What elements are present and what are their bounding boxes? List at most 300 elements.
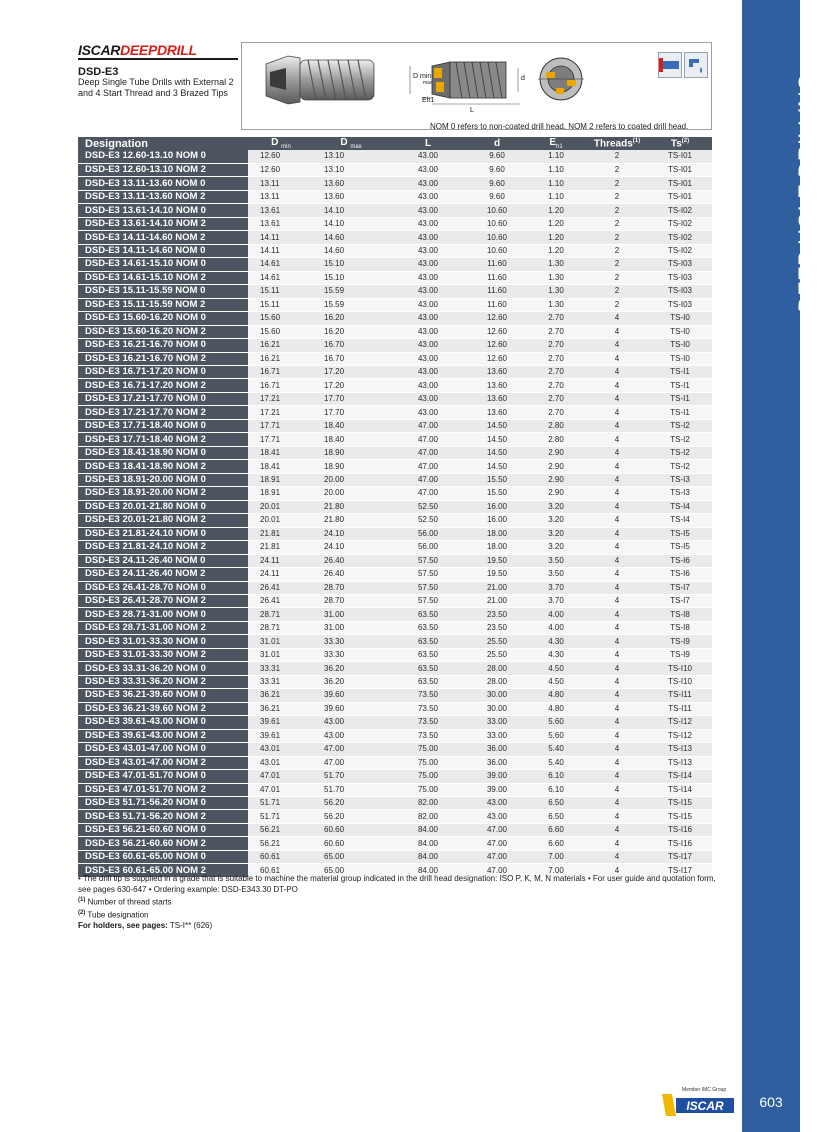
threads-cell: 2 <box>586 258 648 271</box>
threads-cell: 2 <box>586 163 648 176</box>
table-row <box>78 770 712 783</box>
threads-cell: 4 <box>586 743 648 756</box>
eh1-cell: 2.90 <box>526 473 586 486</box>
d-cell: 30.00 <box>468 689 526 702</box>
footnote-1: $^{(1)}$ Number of thread starts <box>78 897 172 907</box>
dmax-cell: 13.10 <box>314 163 388 176</box>
designation-cell: DSD-E3 60.61-65.00 NOM 0 <box>78 850 248 863</box>
ts-cell: TS-I01 <box>648 190 712 203</box>
l-cell: 56.00 <box>388 527 468 540</box>
eh1-cell: 2.70 <box>526 312 586 325</box>
d-cell: 18.00 <box>468 541 526 554</box>
eh1-cell: 6.10 <box>526 770 586 783</box>
designation-cell: DSD-E3 18.41-18.90 NOM 2 <box>78 460 248 473</box>
col-header-l: L <box>388 137 468 150</box>
dmin-cell: 33.31 <box>248 662 314 675</box>
threads-cell: 4 <box>586 325 648 338</box>
d-cell: 43.00 <box>468 797 526 810</box>
d-cell: 16.00 <box>468 500 526 513</box>
d-cell: 14.50 <box>468 446 526 459</box>
eh1-cell: 3.50 <box>526 554 586 567</box>
ts-cell: TS-I02 <box>648 204 712 217</box>
threads-cell: 4 <box>586 392 648 405</box>
d-cell: 18.00 <box>468 527 526 540</box>
table-row <box>78 487 712 500</box>
l-cell: 73.50 <box>388 716 468 729</box>
dmax-cell: 18.90 <box>314 460 388 473</box>
threads-cell: 2 <box>586 217 648 230</box>
table-row <box>78 339 712 352</box>
eh1-cell: 2.90 <box>526 446 586 459</box>
d-cell: 30.00 <box>468 702 526 715</box>
dmin-cell: 24.11 <box>248 568 314 581</box>
eh1-cell: 1.20 <box>526 217 586 230</box>
l-cell: 75.00 <box>388 783 468 796</box>
dmin-cell: 12.60 <box>248 150 314 163</box>
iscar-logo <box>662 1094 736 1116</box>
dmax-cell: 43.00 <box>314 716 388 729</box>
table-row <box>78 541 712 554</box>
threads-cell: 4 <box>586 783 648 796</box>
designation-cell: DSD-E3 28.71-31.00 NOM 0 <box>78 608 248 621</box>
ts-cell: TS-I0 <box>648 325 712 338</box>
d-cell: 12.60 <box>468 352 526 365</box>
table-row <box>78 675 712 688</box>
table-row <box>78 177 712 190</box>
eh1-cell: 4.00 <box>526 621 586 634</box>
l-cell: 43.00 <box>388 285 468 298</box>
eh1-cell: 4.30 <box>526 635 586 648</box>
l-cell: 75.00 <box>388 756 468 769</box>
dmin-cell: 14.11 <box>248 244 314 257</box>
eh1-cell: 1.10 <box>526 190 586 203</box>
l-cell: 52.50 <box>388 514 468 527</box>
l-cell: 47.00 <box>388 473 468 486</box>
l-cell: 73.50 <box>388 702 468 715</box>
dmin-cell: 17.21 <box>248 392 314 405</box>
dmax-cell: 13.60 <box>314 190 388 203</box>
threads-cell: 4 <box>586 864 648 877</box>
d-cell: 12.60 <box>468 312 526 325</box>
designation-cell: DSD-E3 18.41-18.90 NOM 0 <box>78 446 248 459</box>
designation-cell: DSD-E3 60.61-65.00 NOM 2 <box>78 864 248 877</box>
dmin-cell: 56.21 <box>248 823 314 836</box>
designation-cell: DSD-E3 14.11-14.60 NOM 0 <box>78 244 248 257</box>
dmax-cell: 51.70 <box>314 783 388 796</box>
dmin-cell: 12.60 <box>248 163 314 176</box>
d-cell: 13.60 <box>468 379 526 392</box>
coolant-icon <box>684 52 708 78</box>
l-cell: 73.50 <box>388 689 468 702</box>
ts-cell: TS-I01 <box>648 163 712 176</box>
d-cell: 11.60 <box>468 285 526 298</box>
ts-cell: TS-I8 <box>648 608 712 621</box>
dim-label-dmin: D min <box>413 73 432 80</box>
ts-cell: TS-I5 <box>648 527 712 540</box>
d-cell: 25.50 <box>468 648 526 661</box>
threads-cell: 4 <box>586 339 648 352</box>
threads-cell: 4 <box>586 837 648 850</box>
table-row <box>78 689 712 702</box>
ts-cell: TS-I1 <box>648 406 712 419</box>
eh1-cell: 1.30 <box>526 258 586 271</box>
dmin-cell: 36.21 <box>248 702 314 715</box>
l-cell: 57.50 <box>388 594 468 607</box>
dmax-cell: 18.90 <box>314 446 388 459</box>
eh1-cell: 6.50 <box>526 810 586 823</box>
table-row <box>78 756 712 769</box>
eh1-cell: 3.70 <box>526 581 586 594</box>
d-cell: 10.60 <box>468 217 526 230</box>
dmax-cell: 28.70 <box>314 594 388 607</box>
d-cell: 11.60 <box>468 271 526 284</box>
designation-cell: DSD-E3 15.11-15.59 NOM 0 <box>78 285 248 298</box>
d-cell: 9.60 <box>468 190 526 203</box>
dmax-cell: 15.10 <box>314 271 388 284</box>
dmax-cell: 21.80 <box>314 500 388 513</box>
l-cell: 73.50 <box>388 729 468 742</box>
eh1-cell: 1.20 <box>526 231 586 244</box>
table-row <box>78 406 712 419</box>
eh1-cell: 6.60 <box>526 823 586 836</box>
table-row <box>78 419 712 432</box>
table-row <box>78 635 712 648</box>
designation-cell: DSD-E3 17.21-17.70 NOM 0 <box>78 392 248 405</box>
eh1-cell: 2.70 <box>526 352 586 365</box>
ts-cell: TS-I0 <box>648 352 712 365</box>
dmin-cell: 20.01 <box>248 514 314 527</box>
l-cell: 75.00 <box>388 743 468 756</box>
l-cell: 43.00 <box>388 339 468 352</box>
threads-cell: 4 <box>586 770 648 783</box>
designation-cell: DSD-E3 16.21-16.70 NOM 0 <box>78 339 248 352</box>
table-row <box>78 366 712 379</box>
d-cell: 12.60 <box>468 325 526 338</box>
table-row <box>78 662 712 675</box>
col-header-designation: Designation <box>78 137 248 150</box>
table-row <box>78 837 712 850</box>
dmax-cell: 14.60 <box>314 231 388 244</box>
col-header-eh1: $E_{h1}$ <box>526 137 586 150</box>
table-row <box>78 460 712 473</box>
ts-cell: TS-I11 <box>648 689 712 702</box>
dmax-cell: 36.20 <box>314 662 388 675</box>
threads-cell: 4 <box>586 568 648 581</box>
dmin-cell: 21.81 <box>248 527 314 540</box>
ts-cell: TS-I7 <box>648 581 712 594</box>
designation-cell: DSD-E3 47.01-51.70 NOM 2 <box>78 783 248 796</box>
designation-cell: DSD-E3 18.91-20.00 NOM 0 <box>78 473 248 486</box>
dmax-cell: 16.70 <box>314 352 388 365</box>
threads-cell: 2 <box>586 285 648 298</box>
dmin-cell: 17.71 <box>248 419 314 432</box>
ts-cell: TS-I4 <box>648 500 712 513</box>
sidebar <box>742 0 819 1132</box>
ts-cell: TS-I1 <box>648 379 712 392</box>
dmax-cell: 47.00 <box>314 743 388 756</box>
table-row <box>78 648 712 661</box>
table-row <box>78 810 712 823</box>
dmax-cell: 14.10 <box>314 217 388 230</box>
d-cell: 28.00 <box>468 675 526 688</box>
eh1-cell: 2.70 <box>526 325 586 338</box>
dmax-cell: 15.59 <box>314 298 388 311</box>
dmax-cell: 47.00 <box>314 756 388 769</box>
table-row <box>78 716 712 729</box>
table-row <box>78 352 712 365</box>
dim-label-d: d <box>521 75 525 82</box>
threads-cell: 4 <box>586 554 648 567</box>
l-cell: 63.50 <box>388 608 468 621</box>
eh1-cell: 5.60 <box>526 716 586 729</box>
dmax-cell: 39.60 <box>314 689 388 702</box>
dmin-cell: 18.91 <box>248 487 314 500</box>
ts-cell: TS-I03 <box>648 258 712 271</box>
dmin-cell: 60.61 <box>248 850 314 863</box>
dmin-cell: 13.61 <box>248 217 314 230</box>
footnotes <box>78 874 718 932</box>
dmin-cell: 18.41 <box>248 460 314 473</box>
threads-cell: 4 <box>586 446 648 459</box>
dmin-cell: 51.71 <box>248 797 314 810</box>
d-cell: 9.60 <box>468 177 526 190</box>
table-row <box>78 527 712 540</box>
table-row <box>78 581 712 594</box>
col-header-d: d <box>468 137 526 150</box>
ts-cell: TS-I14 <box>648 783 712 796</box>
l-cell: 43.00 <box>388 163 468 176</box>
threads-cell: 4 <box>586 756 648 769</box>
designation-cell: DSD-E3 24.11-26.40 NOM 0 <box>78 554 248 567</box>
dmax-cell: 56.20 <box>314 810 388 823</box>
ts-cell: TS-I9 <box>648 648 712 661</box>
threads-cell: 2 <box>586 298 648 311</box>
dmax-cell: 36.20 <box>314 675 388 688</box>
threads-cell: 4 <box>586 527 648 540</box>
ts-cell: TS-I2 <box>648 433 712 446</box>
dmin-cell: 15.60 <box>248 325 314 338</box>
threads-cell: 4 <box>586 648 648 661</box>
d-cell: 43.00 <box>468 810 526 823</box>
dmax-cell: 28.70 <box>314 581 388 594</box>
ts-cell: TS-I16 <box>648 837 712 850</box>
designation-cell: DSD-E3 18.91-20.00 NOM 2 <box>78 487 248 500</box>
threads-cell: 4 <box>586 797 648 810</box>
threads-cell: 4 <box>586 689 648 702</box>
d-cell: 13.60 <box>468 406 526 419</box>
dmax-cell: 51.70 <box>314 770 388 783</box>
eh1-cell: 2.80 <box>526 433 586 446</box>
threads-cell: 2 <box>586 177 648 190</box>
dmax-cell: 21.80 <box>314 514 388 527</box>
dmax-cell: 31.00 <box>314 621 388 634</box>
dmin-cell: 20.01 <box>248 500 314 513</box>
threads-cell: 2 <box>586 190 648 203</box>
designation-cell: DSD-E3 33.31-36.20 NOM 2 <box>78 675 248 688</box>
col-header-threads: Threads$^{(1)}$ <box>586 137 648 150</box>
eh1-cell: 2.70 <box>526 392 586 405</box>
d-cell: 11.60 <box>468 298 526 311</box>
ts-cell: TS-I01 <box>648 177 712 190</box>
d-cell: 13.60 <box>468 392 526 405</box>
threads-cell: 4 <box>586 823 648 836</box>
l-cell: 47.00 <box>388 446 468 459</box>
col-header-dmax: D $_{max}$ <box>314 137 388 150</box>
designation-cell: DSD-E3 15.11-15.59 NOM 2 <box>78 298 248 311</box>
ts-cell: TS-I0 <box>648 312 712 325</box>
dmax-cell: 56.20 <box>314 797 388 810</box>
table-row <box>78 797 712 810</box>
l-cell: 43.00 <box>388 392 468 405</box>
designation-cell: DSD-E3 12.60-13.10 NOM 2 <box>78 163 248 176</box>
table-row <box>78 568 712 581</box>
designation-cell: DSD-E3 26.41-28.70 NOM 2 <box>78 594 248 607</box>
dmin-cell: 26.41 <box>248 581 314 594</box>
l-cell: 43.00 <box>388 325 468 338</box>
eh1-cell: 3.20 <box>526 541 586 554</box>
designation-cell: DSD-E3 36.21-39.60 NOM 2 <box>78 702 248 715</box>
ts-cell: TS-I1 <box>648 392 712 405</box>
d-cell: 10.60 <box>468 231 526 244</box>
dmin-cell: 18.91 <box>248 473 314 486</box>
designation-cell: DSD-E3 26.41-28.70 NOM 0 <box>78 581 248 594</box>
col-header-ts: Ts$^{(2)}$ <box>648 137 712 150</box>
eh1-cell: 5.60 <box>526 729 586 742</box>
table-body <box>78 150 712 877</box>
table-row <box>78 446 712 459</box>
dmax-cell: 13.60 <box>314 177 388 190</box>
ts-cell: TS-I11 <box>648 702 712 715</box>
designation-cell: DSD-E3 20.01-21.80 NOM 2 <box>78 514 248 527</box>
d-cell: 47.00 <box>468 850 526 863</box>
dmin-cell: 39.61 <box>248 716 314 729</box>
dmin-cell: 15.11 <box>248 298 314 311</box>
dmin-cell: 26.41 <box>248 594 314 607</box>
table-row <box>78 217 712 230</box>
eh1-cell: 3.50 <box>526 568 586 581</box>
d-cell: 14.50 <box>468 460 526 473</box>
table-row <box>78 325 712 338</box>
table-row <box>78 285 712 298</box>
dmax-cell: 15.59 <box>314 285 388 298</box>
l-cell: 43.00 <box>388 231 468 244</box>
designation-cell: DSD-E3 36.21-39.60 NOM 0 <box>78 689 248 702</box>
eh1-cell: 6.50 <box>526 797 586 810</box>
designation-cell: DSD-E3 39.61-43.00 NOM 2 <box>78 729 248 742</box>
dmin-cell: 14.61 <box>248 271 314 284</box>
eh1-cell: 2.70 <box>526 379 586 392</box>
designation-cell: DSD-E3 21.81-24.10 NOM 2 <box>78 541 248 554</box>
ts-cell: TS-I13 <box>648 743 712 756</box>
eh1-cell: 7.00 <box>526 850 586 863</box>
d-cell: 36.00 <box>468 743 526 756</box>
designation-cell: DSD-E3 14.61-15.10 NOM 2 <box>78 271 248 284</box>
designation-cell: DSD-E3 13.61-14.10 NOM 2 <box>78 217 248 230</box>
d-cell: 9.60 <box>468 150 526 163</box>
ts-cell: TS-I3 <box>648 473 712 486</box>
l-cell: 52.50 <box>388 500 468 513</box>
dmin-cell: 31.01 <box>248 635 314 648</box>
dmin-cell: 13.11 <box>248 177 314 190</box>
eh1-cell: 5.40 <box>526 743 586 756</box>
l-cell: 43.00 <box>388 271 468 284</box>
eh1-cell: 2.70 <box>526 406 586 419</box>
designation-cell: DSD-E3 31.01-33.30 NOM 2 <box>78 648 248 661</box>
designation-cell: DSD-E3 47.01-51.70 NOM 0 <box>78 770 248 783</box>
designation-cell: DSD-E3 17.21-17.70 NOM 2 <box>78 406 248 419</box>
ts-cell: TS-I12 <box>648 729 712 742</box>
designation-cell: DSD-E3 56.21-60.60 NOM 0 <box>78 823 248 836</box>
l-cell: 63.50 <box>388 635 468 648</box>
d-cell: 9.60 <box>468 163 526 176</box>
eh1-cell: 2.80 <box>526 419 586 432</box>
table-row <box>78 204 712 217</box>
d-cell: 23.50 <box>468 608 526 621</box>
eh1-cell: 4.00 <box>526 608 586 621</box>
ts-cell: TS-I01 <box>648 150 712 163</box>
eh1-cell: 6.10 <box>526 783 586 796</box>
designation-cell: DSD-E3 51.71-56.20 NOM 2 <box>78 810 248 823</box>
dmin-cell: 60.61 <box>248 864 314 877</box>
eh1-cell: 1.20 <box>526 204 586 217</box>
designation-cell: DSD-E3 15.60-16.20 NOM 2 <box>78 325 248 338</box>
eh1-cell: 5.40 <box>526 756 586 769</box>
eh1-cell: 3.20 <box>526 527 586 540</box>
l-cell: 43.00 <box>388 312 468 325</box>
designation-cell: DSD-E3 16.21-16.70 NOM 2 <box>78 352 248 365</box>
table-row <box>78 190 712 203</box>
l-cell: 43.00 <box>388 366 468 379</box>
designation-cell: DSD-E3 33.31-36.20 NOM 0 <box>78 662 248 675</box>
dmin-cell: 21.81 <box>248 541 314 554</box>
designation-cell: DSD-E3 14.11-14.60 NOM 2 <box>78 231 248 244</box>
ts-cell: TS-I2 <box>648 460 712 473</box>
dmin-cell: 24.11 <box>248 554 314 567</box>
threads-cell: 4 <box>586 352 648 365</box>
eh1-cell: 3.70 <box>526 594 586 607</box>
dmax-cell: 18.40 <box>314 433 388 446</box>
dmax-cell: 33.30 <box>314 635 388 648</box>
l-cell: 43.00 <box>388 204 468 217</box>
dmin-cell: 17.21 <box>248 406 314 419</box>
brand-rule <box>78 58 238 60</box>
threads-cell: 4 <box>586 433 648 446</box>
ts-cell: TS-I9 <box>648 635 712 648</box>
threads-cell: 4 <box>586 581 648 594</box>
l-cell: 43.00 <box>388 244 468 257</box>
l-cell: 82.00 <box>388 810 468 823</box>
table-row <box>78 823 712 836</box>
dmax-cell: 16.20 <box>314 312 388 325</box>
eh1-cell: 4.80 <box>526 689 586 702</box>
ts-cell: TS-I2 <box>648 446 712 459</box>
eh1-cell: 4.30 <box>526 648 586 661</box>
drill-head-photo <box>260 50 380 108</box>
dmax-cell: 31.00 <box>314 608 388 621</box>
l-cell: 84.00 <box>388 850 468 863</box>
d-cell: 28.00 <box>468 662 526 675</box>
designation-cell: DSD-E3 16.71-17.20 NOM 2 <box>78 379 248 392</box>
dmax-cell: 13.10 <box>314 150 388 163</box>
threads-cell: 4 <box>586 810 648 823</box>
d-cell: 15.50 <box>468 487 526 500</box>
ts-cell: TS-I6 <box>648 554 712 567</box>
section-title: DEEP HOLE DRILLING <box>794 73 819 312</box>
dmax-cell: 65.00 <box>314 850 388 863</box>
dmax-cell: 16.20 <box>314 325 388 338</box>
table-row <box>78 433 712 446</box>
threads-cell: 4 <box>586 500 648 513</box>
